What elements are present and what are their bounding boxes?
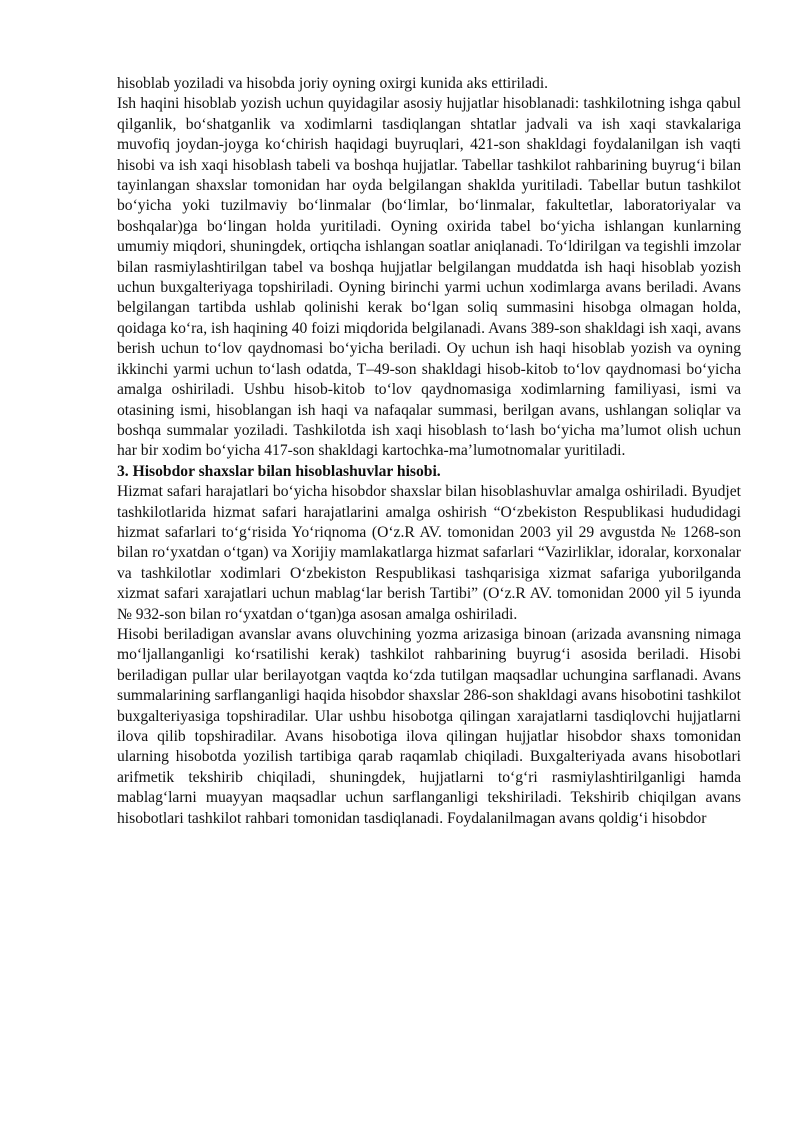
- paragraph-business-trips: Hizmat safari harajatlari bo‘yicha hisobdor shaxslar bilan hisoblashuvlar amalga oshiriladi. Byudjet tashkilotlarida hizmat safari harajatlarini amalga oshirish “O‘zbekiston Respublikasi hududidagi hizmat safarlari to‘g‘risida Yo‘riqnoma (O‘z.R AV. tomonidan 2003 yil 29 avgustda № 1268-son bilan ro‘yxatdan o‘tgan) va Xorijiy mamlakatlarga hizmat safarlari “Vazirliklar, idoralar, korxonalar va tashkilotlar xodimlari O‘zbekiston Respublikasi tashqarisiga xizmat safariga yuborilganda xizmat safari xarajatlari uchun mablag‘lar berish Tartibi” (O‘z.R AV. tomonidan 2000 yil 5 iyunda № 932-son bilan ro‘yxatdan o‘tgan)ga asosan amalga oshiriladi.: [117, 483, 741, 623]
- document-page: [117, 74, 741, 829]
- paragraph-advance-reports: Hisobi beriladigan avanslar avans oluvchining yozma arizasiga binoan (arizada avansning nimaga mo‘ljallanganligi ko‘rsatilishi kerak) tashkilot rahbarining buyrug‘i asosida beriladi. Hisobi beriladigan pullar ular berilayotgan vaqtda ko‘zda tutilgan maqsadlar uchungina sarflanadi. Avans summalarining sarflanganligi haqida hisobdor shaxslar 286-son shakldagi avans hisobotini tashkilot buxgalteriyasiga topshiradilar. Ular ushbu hisobotga qilingan xarajatlarni tasdiqlovchi hujjatlarni ilova qilib topshiradilar. Avans hisobotiga ilova qilingan hujjatlar hisobdor shaxs tomonidan ularning hisobotda yozilish tartibiga qarab raqamlab chiqiladi. Buxgalteriyada avans hisobotlari arifmetik tekshirib chiqiladi, shuningdek, hujjatlarni to‘g‘ri rasmiylashtirilganligi hamda mablag‘larni muayyan maqsadlar uchun sarflanganligi tekshiriladi. Tekshirib chiqilgan avans hisobotlari tashkilot rahbari tomonidan tasdiqlanadi. Foydalanilmagan avans qoldig‘i hisobdor: [117, 625, 741, 827]
- paragraph-salary-documents: Ish haqini hisoblab yozish uchun quyidagilar asosiy hujjatlar hisoblanadi: tashkilotning ishga qabul qilganlik, bo‘shatganlik va xodimlarni tasdiqlangan shtatlar jadvali va ish xaqi stavkalariga muvofiq joydan-joyga ko‘chirish haqidagi buyruqlari, 421-son shakldagi foydalanilgan ish vaqti hisobi va ish xaqi hisoblash tabeli va boshqa hujjatlar. Tabellar tashkilot rahbarining buyrug‘i bilan tayinlangan shaxslar tomonidan har oyda belgilangan shaklda yuritiladi. Tabellar butun tashkilot bo‘yicha yoki tuzilmaviy bo‘linmalar (bo‘limlar, bo‘linmalar, fakultetlar, laboratoriyalar va boshqalar)ga bo‘lingan holda yuritiladi. Oyning oxirida tabel bo‘yicha ishlangan kunlarning umumiy miqdori, shuningdek, ortiqcha ishlangan soatlar aniqlanadi. To‘ldirilgan va tegishli imzolar bilan rasmiylashtirilgan tabel va boshqa hujjatlar belgilangan muddatda ish haqi hisoblab yozish uchun buxgalteriyaga topshiriladi. Oyning birinchi yarmi uchun xodimlarga avans beriladi. Avans belgilangan tartibda ushlab qolinishi kerak bo‘lgan soliq summasini hisobga olmagan holda, qoidaga ko‘ra, ish haqining 40 foizi miqdorida belgilanadi. Avans 389-son shakldagi ish xaqi, avans berish uchun to‘lov qaydnomasi bo‘yicha beriladi. Oy uchun ish haqi hisoblab yozish va oyning ikkinchi yarmi uchun to‘lash odatda, T–49-son shakldagi hisob-kitob to‘lov qaydnomasi bo‘yicha amalga oshiriladi. Ushbu hisob-kitob to‘lov qaydnomasiga xodimlarning familiyasi, ismi va otasining ismi, hisoblangan ish haqi va nafaqalar summasi, berilgan avans, ushlangan soliqlar va boshqa summalar yoziladi. Tashkilotda ish xaqi hisoblash to‘lash bo‘yicha ma’lumot olish uchun har bir xodim bo‘yicha 417-son shakldagi kartochka-ma’lumotnomalar yuritiladi.: [117, 95, 741, 460]
- section-heading: 3. Hisobdor shaxslar bilan hisoblashuvlar hisobi.: [117, 462, 441, 480]
- paragraph-intro: hisoblab yoziladi va hisobda joriy oyning oxirgi kunida aks ettiriladi.: [117, 75, 549, 92]
